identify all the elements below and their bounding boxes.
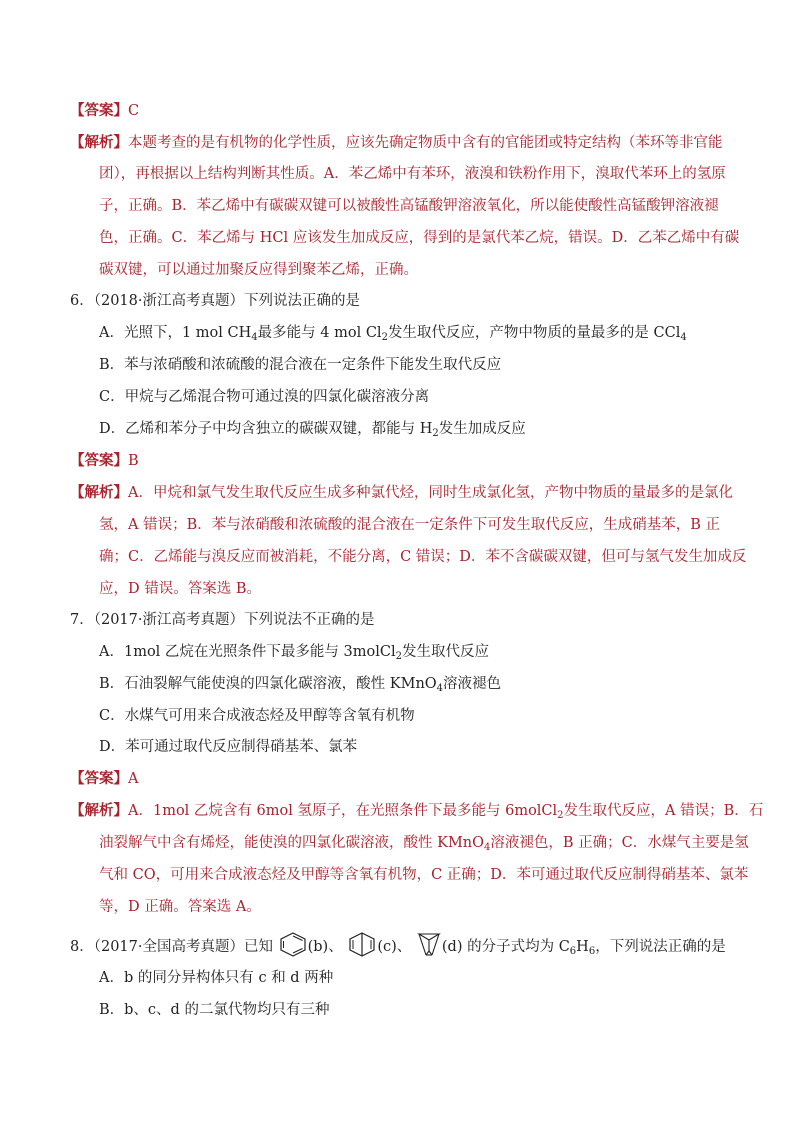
q6-option-a: A．光照下，1 mol $CH_4$最多能与 4 mol $Cl_2$发生取代反应，产物中物质的量最多的是 CCl$_4$ xyxy=(99,325,687,343)
q6-stem: 6．（2018·浙江高考真题）下列说法正确的是 xyxy=(70,293,360,309)
answer-label: 【答案】 xyxy=(70,452,128,469)
q7-answer-line xyxy=(70,769,138,789)
q6-option-c: C．甲烷与乙烯混合物可通过溴的四氯化碳溶液分离 xyxy=(99,389,430,405)
q5-analysis-text: 本题考查的是有机物的化学性质，应该先确定物质中含有的官能团或特定结构（苯环等非官能 xyxy=(128,135,723,151)
q5-analysis-line-1 xyxy=(70,133,723,153)
explain-label: 【解析】 xyxy=(70,134,128,151)
q8-option-b: B．b、c、d 的二氯代物均只有三种 xyxy=(99,1002,330,1018)
q5-analysis-line-5: 碳双键，可以通过加聚反应得到聚苯乙烯，正确。 xyxy=(99,262,418,278)
q7-stem: 7．（2017·浙江高考真题）下列说法不正确的是 xyxy=(70,612,375,628)
q7-analysis-line-1: 【解析】A．1mol 乙烷含有 6mol 氢原子，在光照条件下最多能与 6molCl$_2$发生取代反应，A 错误；B．石 xyxy=(70,802,764,821)
q5-answer-line xyxy=(70,101,139,121)
q7-option-d: D．苯可通过取代反应制得硝基苯、氯苯 xyxy=(99,739,358,755)
q5-analysis-line-2: 团），再根据以上结构判断其性质。A．苯乙烯中有苯环，液溴和铁粉作用下，溴取代苯环上的氢原 xyxy=(99,166,726,182)
q7-option-b: B．石油裂解气能使溴的四氯化碳溶液，酸性 KMnO$_4$溶液褪色 xyxy=(99,676,502,694)
q7-answer: A xyxy=(128,771,139,787)
q6-option-b: B．苯与浓硝酸和浓硫酸的混合液在一定条件下能发生取代反应 xyxy=(99,357,502,373)
q5-analysis-line-3: 子，正确。B．苯乙烯中有碳碳双键可以被酸性高锰酸钾溶液氧化，所以能使酸性高锰酸钾溶液褪 xyxy=(99,198,719,214)
dewar-benzene-structure-icon xyxy=(347,931,377,957)
q7-analysis-line-4: 等，D 正确。答案选 A。 xyxy=(99,899,261,915)
q6-analysis-line-4: 应，D 错误。答案选 B。 xyxy=(99,581,261,597)
q6-analysis-line-3: 确；C．乙烯能与溴反应而被消耗，不能分离，C 错误；D．苯不含碳碳双键，但可与氢气发生加成反 xyxy=(99,549,747,565)
answer-label: 【答案】 xyxy=(70,102,128,119)
q5-analysis-line-4: 色，正确。C．苯乙烯与 HCl 应该发生加成反应，得到的是氯代苯乙烷，错误。D．乙苯乙烯中有碳 xyxy=(99,230,740,246)
answer-label: 【答案】 xyxy=(70,770,128,787)
q8-option-a: A．b 的同分异构体只有 c 和 d 两种 xyxy=(99,970,334,986)
prismane-structure-icon xyxy=(416,931,442,957)
q8-stem: 8．（2017·全国高考真题）已知 (b)、 (c)、 (d) 的分子式均为 $C_6H_6$，下列说法正确的是 xyxy=(70,931,726,960)
q7-analysis-line-3: 气和 CO，可用来合成液态烃及甲醇等含氧有机物，C 正确；D．苯可通过取代反应制得硝基苯、氯苯 xyxy=(99,867,749,883)
q7-analysis-line-2: 油裂解气中含有烯烃，能使溴的四氯化碳溶液，酸性 KMnO$_4$溶液褪色，B 正确；C．水煤气主要是氢 xyxy=(99,835,749,853)
q7-option-c: C．水煤气可用来合成液态烃及甲醇等含氧有机物 xyxy=(99,708,415,724)
explain-label: 【解析】 xyxy=(70,484,128,501)
q6-analysis-line-1: 【解析】A．甲烷和氯气发生取代反应生成多种氯代烃，同时生成氯化氢，产物中物质的量最多的是氯化 xyxy=(70,484,733,501)
q7-option-a: A．1mol 乙烷在光照条件下最多能与 3molCl$_2$发生取代反应 xyxy=(99,644,489,662)
q6-answer: B xyxy=(128,453,139,469)
q6-analysis-line-2: 氢，A 错误；B．苯与浓硝酸和浓硫酸的混合液在一定条件下可发生取代反应，生成硝基苯，B 正 xyxy=(99,517,720,533)
explain-label: 【解析】 xyxy=(70,802,128,819)
q5-answer: C xyxy=(128,103,140,119)
q6-option-d: D．乙烯和苯分子中均含独立的碳碳双键，都能与 $H_2$发生加成反应 xyxy=(99,421,526,439)
benzene-structure-icon xyxy=(278,931,308,957)
q6-answer-line xyxy=(70,451,139,471)
